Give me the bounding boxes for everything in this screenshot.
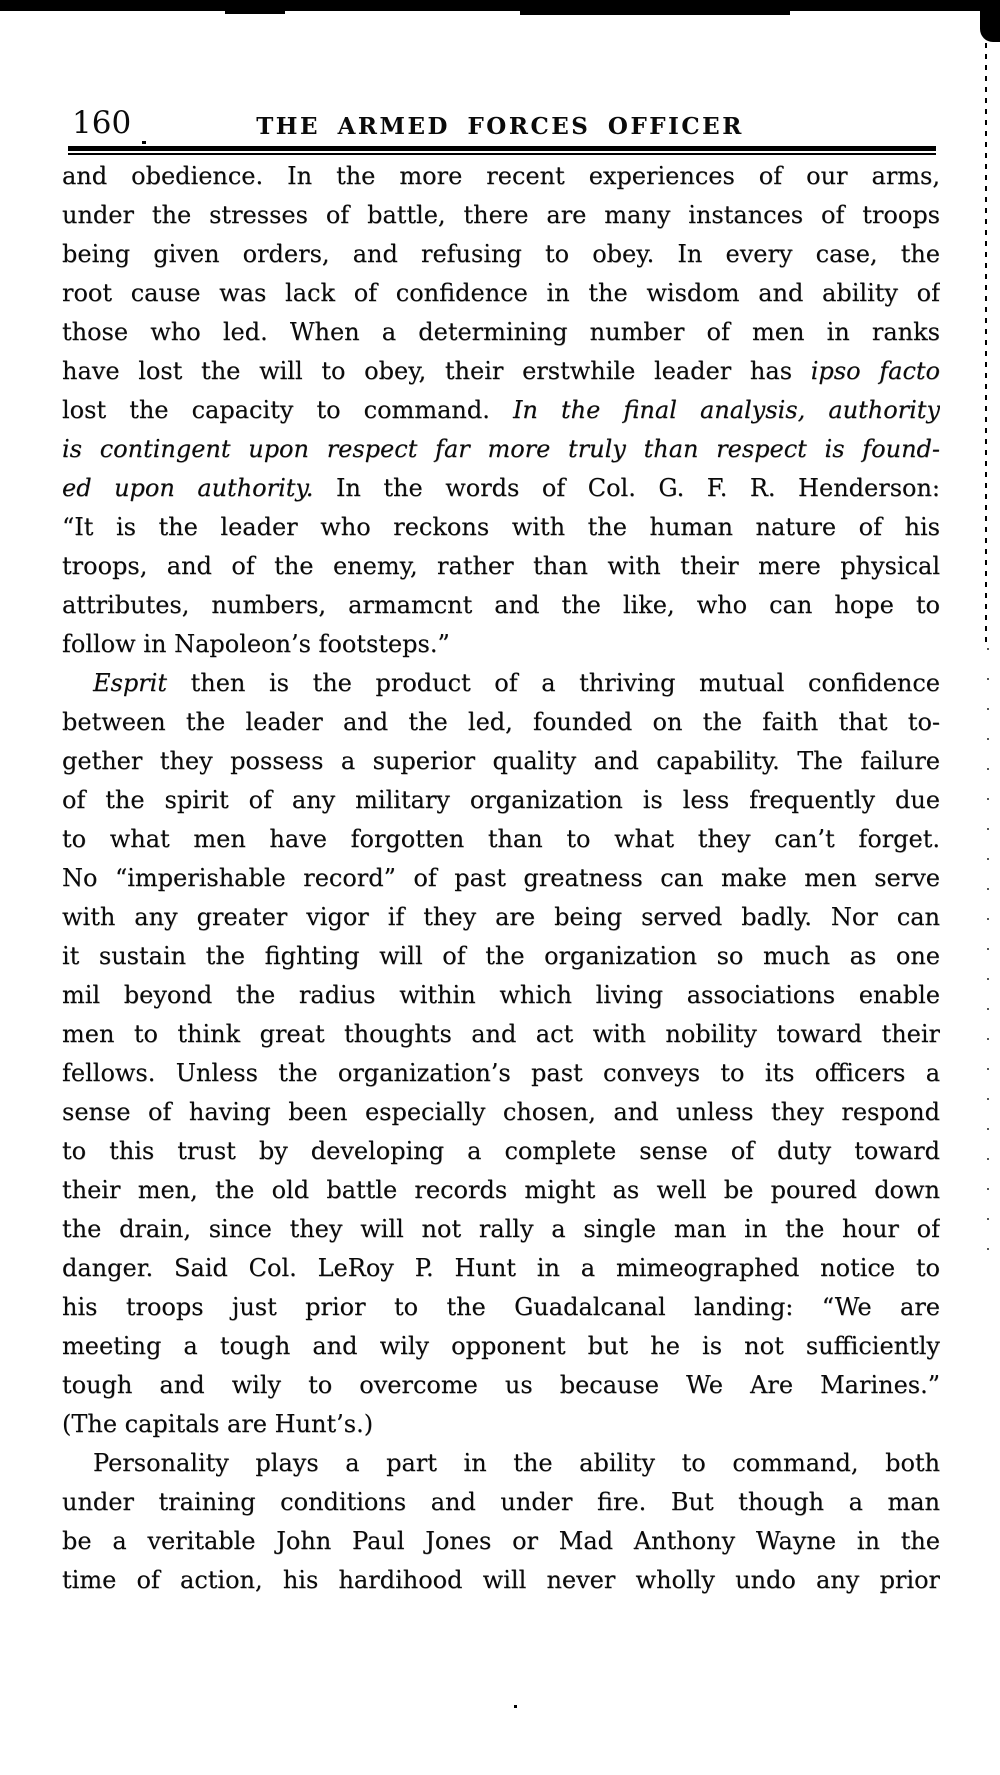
paragraph bbox=[62, 157, 940, 664]
text-line bbox=[62, 1132, 940, 1171]
text-segment: meeting a tough and wily opponent but he is not sufficiently bbox=[62, 1332, 940, 1360]
text-line bbox=[62, 1054, 940, 1093]
text-line bbox=[62, 625, 940, 664]
header-rule bbox=[68, 146, 936, 155]
text-line bbox=[62, 586, 940, 625]
text-segment: have lost the will to obey, their erstwhile leader has bbox=[62, 357, 811, 385]
running-title: THE ARMED FORCES OFFICER bbox=[256, 113, 744, 140]
text-line bbox=[62, 1561, 940, 1600]
scan-artifact-top-edge bbox=[225, 11, 285, 14]
text-line bbox=[62, 157, 940, 196]
text-segment: to what men have forgotten than to what they can’t forget. bbox=[62, 825, 940, 853]
text-segment: being given orders, and refusing to obey. In every case, the bbox=[62, 240, 940, 268]
text-line bbox=[62, 1015, 940, 1054]
text-segment: fellows. Unless the organization’s past conveys to its officers a bbox=[62, 1059, 940, 1087]
text-line bbox=[62, 352, 940, 391]
italic-text-segment: Esprit bbox=[93, 669, 167, 697]
text-segment: troops, and of the enemy, rather than with their mere physical bbox=[62, 552, 940, 580]
text-line bbox=[62, 1405, 940, 1444]
scan-artifact-speck bbox=[514, 1705, 517, 1708]
text-segment: it sustain the fighting will of the organization so much as one bbox=[62, 942, 940, 970]
text-segment: danger. Said Col. LeRoy P. Hunt in a mimeographed notice to bbox=[62, 1254, 940, 1282]
text-line bbox=[62, 1249, 940, 1288]
text-segment: under the stresses of battle, there are many instances of troops bbox=[62, 201, 940, 229]
text-segment: of the spirit of any military organization is less frequently due bbox=[62, 786, 940, 814]
text-line bbox=[62, 313, 940, 352]
italic-text-segment: In the final analysis, authority bbox=[512, 396, 940, 424]
scan-artifact-corner-mark bbox=[980, 6, 1000, 42]
text-segment: In the words of Col. G. F. R. Henderson: bbox=[313, 474, 940, 502]
text-line bbox=[62, 469, 940, 508]
text-line bbox=[62, 1444, 940, 1483]
text-segment: and obedience. In the more recent experiences of our arms, bbox=[62, 162, 940, 190]
text-line bbox=[62, 1210, 940, 1249]
scan-artifact-top-bar bbox=[0, 0, 1000, 11]
text-line bbox=[62, 976, 940, 1015]
text-segment: time of action, his hardihood will never wholly undo any prior bbox=[62, 1566, 940, 1594]
text-segment: between the leader and the led, founded on the faith that to- bbox=[62, 708, 940, 736]
text-line bbox=[62, 274, 940, 313]
text-line bbox=[62, 1288, 940, 1327]
text-line bbox=[62, 742, 940, 781]
text-line bbox=[62, 1483, 940, 1522]
text-segment: then is the product of a thriving mutual confidence bbox=[167, 669, 940, 697]
text-line bbox=[62, 781, 940, 820]
text-line bbox=[62, 859, 940, 898]
text-line bbox=[62, 196, 940, 235]
text-line bbox=[62, 235, 940, 274]
text-segment: their men, the old battle records might as well be poured down bbox=[62, 1176, 940, 1204]
text-segment: No “imperishable record” of past greatness can make men serve bbox=[62, 864, 940, 892]
text-segment: attributes, numbers, armamcnt and the like, who can hope to bbox=[62, 591, 940, 619]
text-line bbox=[62, 1522, 940, 1561]
text-segment: his troops just prior to the Guadalcanal landing: “We are bbox=[62, 1293, 940, 1321]
text-line bbox=[62, 508, 940, 547]
text-line bbox=[62, 1327, 940, 1366]
scan-artifact-right-dotted-line bbox=[987, 648, 989, 1268]
body-text bbox=[62, 157, 940, 1600]
page-header bbox=[0, 106, 1000, 148]
text-segment: men to think great thoughts and act with nobility toward their bbox=[62, 1020, 940, 1048]
text-segment: Personality plays a part in the ability to command, both bbox=[93, 1449, 940, 1477]
text-segment: gether they possess a superior quality and capability. The failure bbox=[62, 747, 940, 775]
italic-text-segment: ipso facto bbox=[810, 357, 940, 385]
text-segment: tough and wily to overcome us because We Are Marines.” bbox=[62, 1371, 940, 1399]
text-segment: lost the capacity to command. bbox=[62, 396, 513, 424]
text-segment: (The capitals are Hunt’s.) bbox=[62, 1410, 374, 1438]
text-line bbox=[62, 898, 940, 937]
text-line bbox=[62, 664, 940, 703]
text-segment: “It is the leader who reckons with the human nature of his bbox=[62, 513, 940, 541]
italic-text-segment: is contingent upon respect far more truly than respect is found- bbox=[62, 435, 940, 463]
page-number: 160 bbox=[72, 105, 132, 141]
text-segment: sense of having been especially chosen, and unless they respond bbox=[62, 1098, 940, 1126]
text-segment: under training conditions and under fire. But though a man bbox=[62, 1488, 940, 1516]
text-segment: follow in Napoleon’s footsteps.” bbox=[62, 630, 450, 658]
text-line bbox=[62, 820, 940, 859]
text-segment: the drain, since they will not rally a single man in the hour of bbox=[62, 1215, 940, 1243]
text-segment: those who led. When a determining number of men in ranks bbox=[62, 318, 940, 346]
text-line bbox=[62, 391, 940, 430]
paragraph bbox=[62, 1444, 940, 1600]
text-line bbox=[62, 703, 940, 742]
text-line bbox=[62, 430, 940, 469]
italic-text-segment: ed upon authority. bbox=[62, 474, 314, 502]
text-line bbox=[62, 547, 940, 586]
text-segment: with any greater vigor if they are being served badly. Nor can bbox=[62, 903, 940, 931]
paragraph bbox=[62, 664, 940, 1444]
text-line bbox=[62, 937, 940, 976]
text-segment: mil beyond the radius within which living associations enable bbox=[62, 981, 940, 1009]
text-segment: to this trust by developing a complete sense of duty toward bbox=[62, 1137, 940, 1165]
text-line bbox=[62, 1093, 940, 1132]
scan-artifact-top-edge bbox=[520, 11, 790, 15]
text-line bbox=[62, 1171, 940, 1210]
text-segment: root cause was lack of confidence in the wisdom and ability of bbox=[62, 279, 940, 307]
text-segment: be a veritable John Paul Jones or Mad Anthony Wayne in the bbox=[62, 1527, 940, 1555]
text-line bbox=[62, 1366, 940, 1405]
